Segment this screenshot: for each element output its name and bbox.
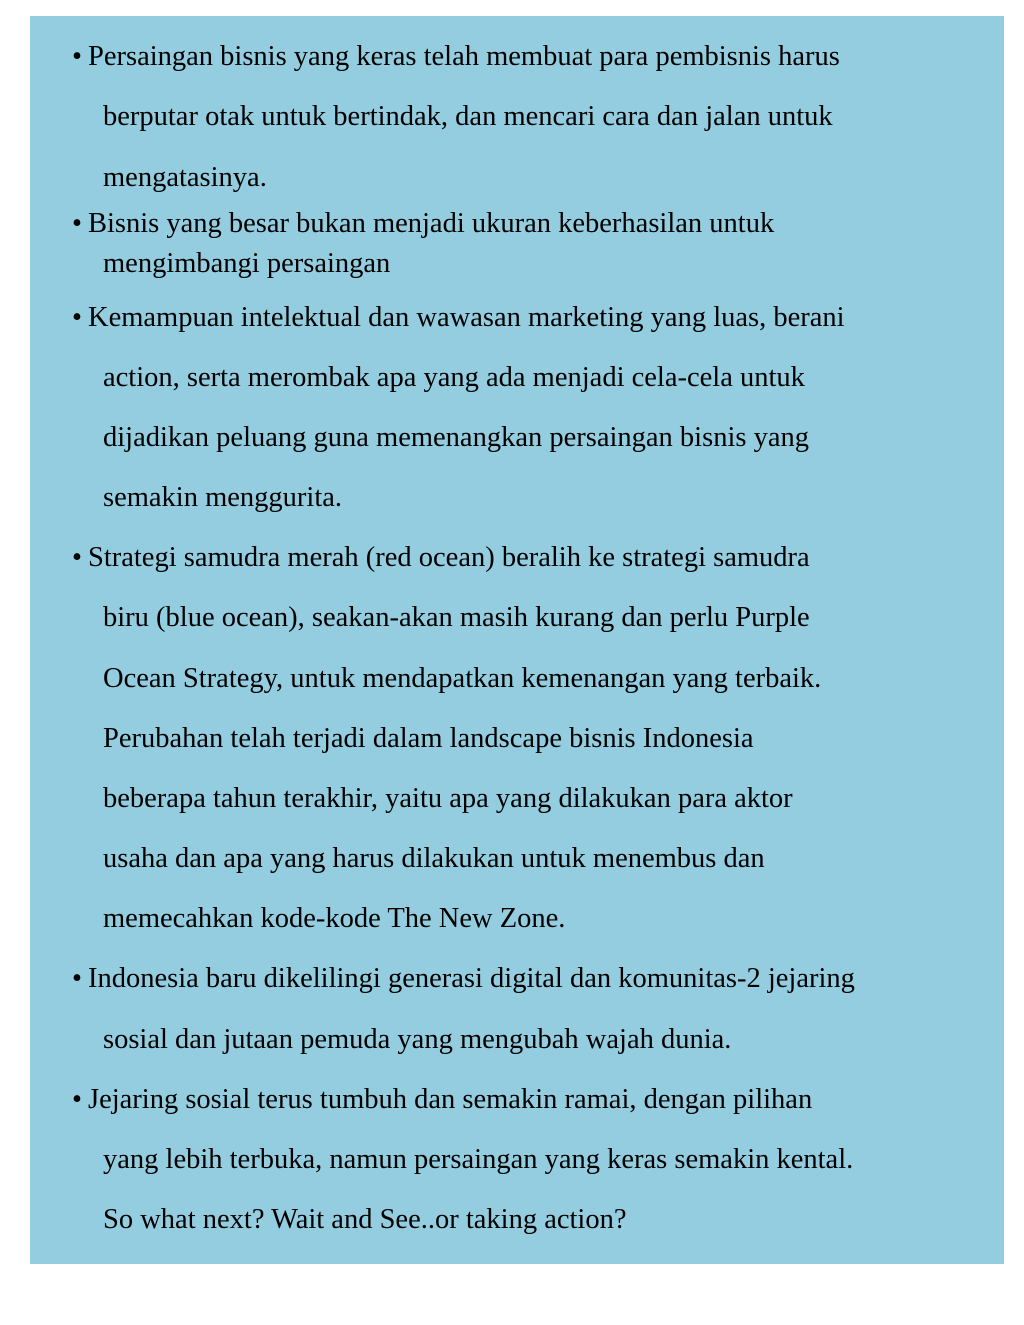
- bullet-line: Ocean Strategy, untuk mendapatkan kemenangan yang terbaik.: [103, 663, 822, 694]
- bullet-icon: •: [72, 542, 82, 573]
- bullet-icon: •: [72, 1084, 82, 1115]
- bullet-line: yang lebih terbuka, namun persaingan yang keras semakin kental.: [103, 1144, 854, 1175]
- bullet-line: [72, 1083, 812, 1117]
- bullet-list: [30, 16, 1004, 1264]
- bullet-text: Jejaring sosial terus tumbuh dan semakin ramai, dengan pilihan: [87, 1084, 813, 1115]
- bullet-line: [72, 301, 845, 335]
- bullet-line: beberapa tahun terakhir, yaitu apa yang dilakukan para aktor: [103, 783, 793, 814]
- bullet-line: So what next? Wait and See..or taking action?: [103, 1204, 627, 1235]
- bullet-line: memecahkan kode-kode The New Zone.: [103, 903, 566, 934]
- bullet-line: semakin menggurita.: [103, 482, 343, 513]
- bullet-line: [72, 40, 840, 74]
- bullet-icon: •: [72, 208, 82, 239]
- bullet-line: [72, 962, 855, 996]
- bullet-line: mengatasinya.: [103, 162, 267, 193]
- bullet-line: mengimbangi persaingan: [103, 248, 391, 279]
- bullet-line: dijadikan peluang guna memenangkan persaingan bisnis yang: [103, 422, 809, 453]
- bullet-text: Strategi samudra merah (red ocean) beralih ke strategi samudra: [87, 542, 810, 573]
- content-panel: [30, 16, 1004, 1264]
- bullet-text: Bisnis yang besar bukan menjadi ukuran keberhasilan untuk: [87, 208, 775, 239]
- bullet-icon: •: [72, 963, 82, 994]
- bullet-line: usaha dan apa yang harus dilakukan untuk menembus dan: [103, 843, 765, 874]
- bullet-text: Indonesia baru dikelilingi generasi digital dan komunitas-2 jejaring: [87, 963, 855, 994]
- bullet-icon: •: [72, 302, 82, 333]
- bullet-line: biru (blue ocean), seakan-akan masih kurang dan perlu Purple: [103, 602, 810, 633]
- bullet-line: Perubahan telah terjadi dalam landscape bisnis Indonesia: [103, 723, 754, 754]
- bullet-line: action, serta merombak apa yang ada menjadi cela-cela untuk: [103, 362, 805, 393]
- bullet-line: [72, 207, 774, 241]
- bullet-line: sosial dan jutaan pemuda yang mengubah wajah dunia.: [103, 1024, 732, 1055]
- bullet-text: Kemampuan intelektual dan wawasan marketing yang luas, berani: [87, 302, 845, 333]
- bullet-line: [72, 541, 810, 575]
- bullet-text: Persaingan bisnis yang keras telah membuat para pembisnis harus: [87, 41, 840, 72]
- bullet-icon: •: [72, 41, 82, 72]
- bullet-line: berputar otak untuk bertindak, dan mencari cara dan jalan untuk: [103, 101, 833, 132]
